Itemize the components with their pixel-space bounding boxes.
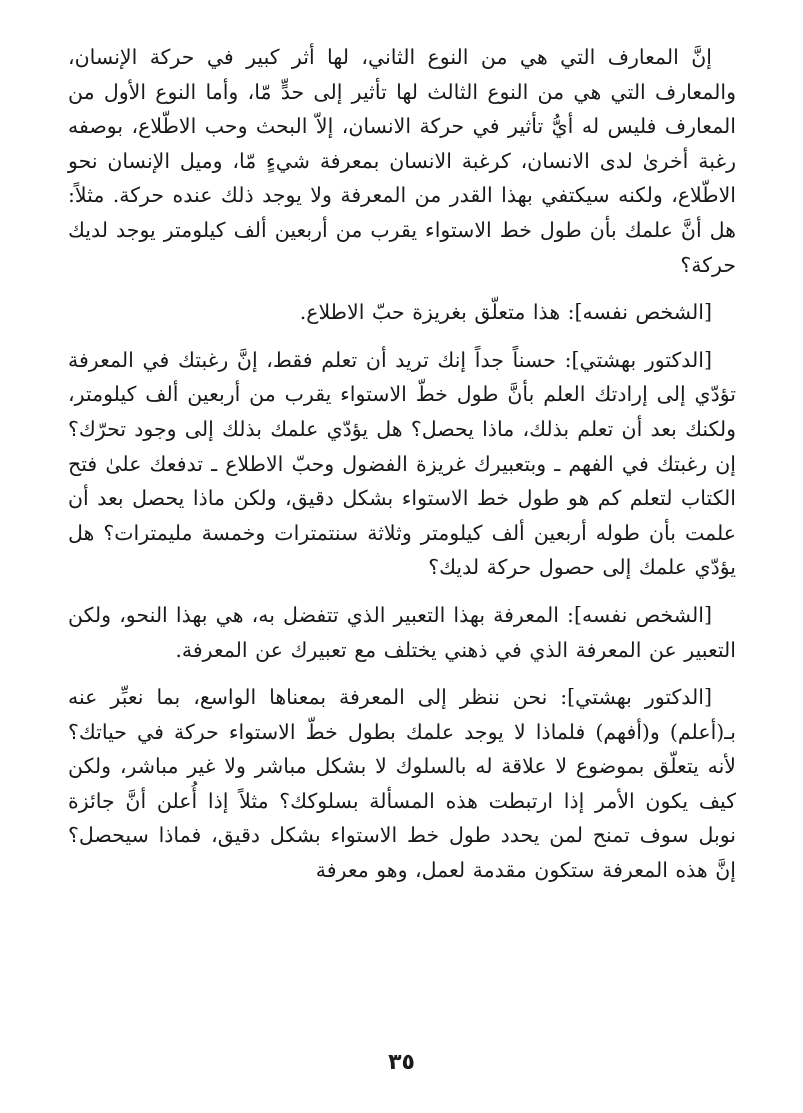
paragraph-beheshti-reply-1: [الدكتور بهشتي]: حسناً جداً إنك تريد أن تعلم فقط، إنَّ رغبتك في المعرفة تؤدّي إلى إرادتك العلم بأنَّ طول خطّ الاستواء يقرب من أربعين ألف كيلومتر، ولكنك بعد أن تعلم بذلك، ماذا يحصل؟ هل يؤدّي علمك بذلك إلى وجود تحرّك؟ إن رغبتك في الفهم ـ وبتعبيرك غريزة الفضول وحبّ الاطلاع ـ تدفعك علىٰ فتح الكتاب لتعلم كم هو طول خط الاستواء بشكل دقيق، ولكن ماذا يحصل بعد أن علمت بأن طوله أربعين ألف كيلومتر وثلاثة سنتمترات وخمسة مليمترات؟ هل يؤدّي علمك إلى حصول حركة لديك؟ <box>68 347 736 580</box>
paragraph-intro: إنَّ المعارف التي هي من النوع الثاني، لها أثر كبير في حركة الإنسان، والمعارف التي هي من النوع الثالث لها تأثير إلى حدٍّ مّا، وأما النوع الأول من المعارف فليس له أيُّ تأثير في حركة الانسان، إلاّ البحث وحب الاطّلاع، بوصفه رغبة أخرىٰ لدى الانسان، كرغبة الانسان بمعرفة شيءٍ مّا، وميل الإنسان نحو الاطّلاع، ولكنه سيكتفي بهذا القدر من المعرفة ولا يوجد ذلك عنده حركة. مثلاً: هل أنَّ علمك بأن طول خط الاستواء يقرب من أربعين ألف كيلومتر يوجد لديك حركة؟ <box>68 45 736 277</box>
page-body <box>68 40 736 1040</box>
paragraph-beheshti-reply-2: [الدكتور بهشتي]: نحن ننظر إلى المعرفة بمعناها الواسع، بما نعبِّر عنه بـ(أعلم) و(أفهم) فلماذا لا يوجد علمك بطول خطّ الاستواء حركة في حياتك؟ لأنه يتعلّق بموضوع لا علاقة له بالسلوك لا بشكل مباشر ولا غير مباشر، ولكن كيف يكون الأمر إذا ارتبطت هذه المسألة بسلوكك؟ مثلاً إذا أُعلن أنَّ جائزة نوبل سوف تمنح لمن يحدد طول خط الاستواء بشكل دقيق، فماذا سيحصل؟ إنَّ هذه المعرفة ستكون مقدمة لعمل، وهو معرفة <box>68 685 736 883</box>
paragraph-person-reply-2: [الشخص نفسه]: المعرفة بهذا التعبير الذي تتفضل به، هي بهذا النحو، ولكن التعبير عن المعرفة الذي في ذهني يختلف مع تعبيرك عن المعرفة. <box>68 602 736 662</box>
page-number: ٣٥ <box>388 1050 415 1075</box>
paragraph-person-reply-1: [الشخص نفسه]: هذا متعلّق بغريزة حبّ الاطلاع. <box>299 300 712 325</box>
